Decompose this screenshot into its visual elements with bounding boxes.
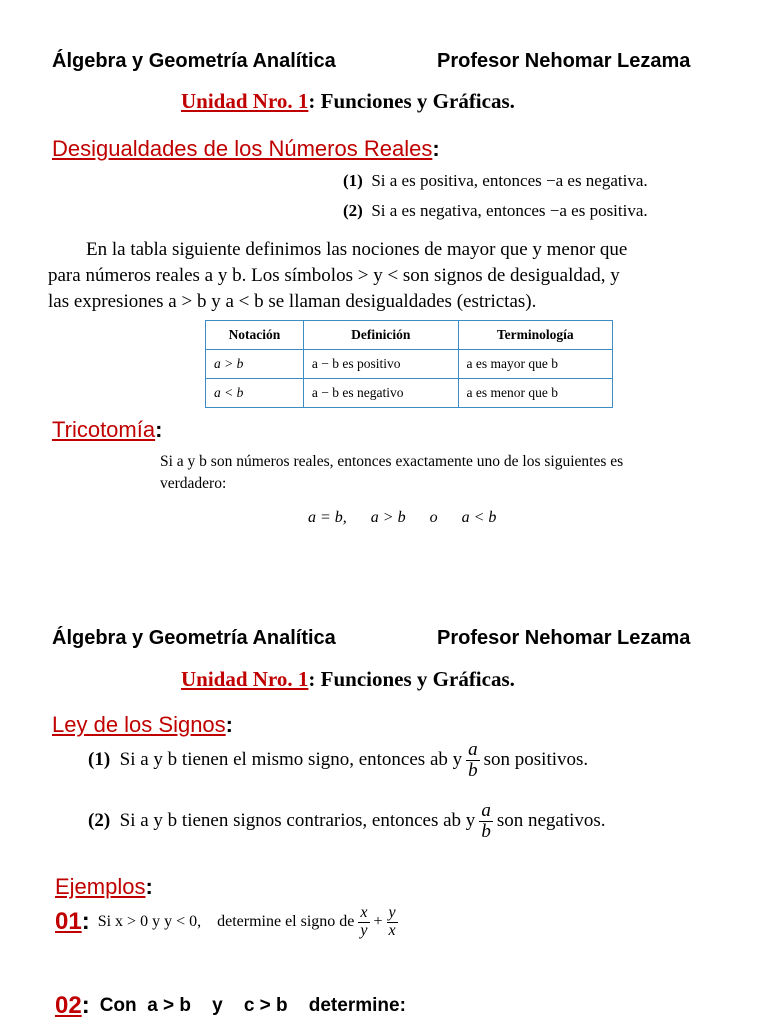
- paragraph-line-3: las expresiones a > b y a < b se llaman desigualdades (estrictas).: [48, 291, 537, 312]
- example-01: [55, 905, 402, 940]
- table-cell: a < b: [206, 379, 304, 408]
- unit-title: : Funciones y Gráficas.: [308, 89, 515, 113]
- section-title-colon: :: [432, 136, 440, 161]
- section-title-text: Desigualdades de los Números Reales: [52, 136, 433, 161]
- ejemplos-title-text: Ejemplos: [55, 874, 146, 899]
- unit-heading: [181, 89, 515, 114]
- table-header-cell: Notación: [206, 321, 304, 350]
- law-2-conclusion: son negativos.: [496, 810, 606, 832]
- fraction-denominator: y: [360, 921, 368, 939]
- unit-label: Unidad Nro. 1: [181, 89, 309, 113]
- fraction-numerator: x: [360, 904, 368, 921]
- unit-title-2: : Funciones y Gráficas.: [308, 667, 515, 691]
- fraction-denominator: x: [388, 921, 396, 939]
- section-title-ley-signos: [52, 712, 233, 738]
- law-2: [88, 801, 606, 842]
- header-professor: Profesor Nehomar Lezama: [437, 50, 691, 72]
- ley-signos-colon: :: [225, 712, 233, 737]
- example-01-number: 01: [55, 908, 82, 936]
- plus-sign: +: [373, 913, 383, 931]
- header-professor-2: Profesor Nehomar Lezama: [437, 627, 691, 649]
- tricotomia-colon: :: [155, 417, 163, 442]
- table-cell: a es mayor que b: [458, 350, 612, 379]
- example-01-colon: :: [81, 908, 90, 936]
- fraction-y-over-x: [387, 905, 398, 940]
- table-cell: a − b es positivo: [303, 350, 458, 379]
- section-title-ejemplos: [55, 874, 153, 900]
- table-row: [206, 350, 613, 379]
- fraction-denominator: b: [468, 759, 478, 781]
- fraction-numerator: a: [468, 739, 478, 760]
- law-1: [88, 740, 588, 781]
- rule-1: [343, 171, 648, 191]
- table-cell: a > b: [206, 350, 304, 379]
- ejemplos-colon: :: [145, 874, 153, 899]
- rule-1-number: (1): [343, 171, 363, 190]
- fraction-a-over-b: [466, 740, 480, 781]
- definitions-table: [205, 320, 613, 408]
- example-02: [55, 992, 406, 1020]
- example-02-colon: :: [81, 992, 90, 1019]
- tricotomia-line-1: Si a y b son números reales, entonces exactamente uno de los siguientes es: [160, 453, 624, 470]
- table-header-row: [206, 321, 613, 350]
- fraction-numerator: y: [388, 904, 396, 921]
- rule-1-text: Si a es positiva, entonces −a es negativa.: [371, 171, 648, 190]
- tricotomia-line-2: verdadero:: [160, 475, 227, 492]
- fraction-denominator: b: [481, 820, 491, 842]
- unit-label-2: Unidad Nro. 1: [181, 667, 309, 691]
- table-header-cell: Definición: [303, 321, 458, 350]
- law-1-number: (1): [88, 749, 111, 771]
- example-02-text: Con a > b y c > b determine:: [99, 995, 406, 1016]
- tricotomia-cases: a = b, a > b o a < b: [308, 509, 497, 526]
- rule-2-text: Si a es negativa, entonces −a es positiva.: [371, 201, 648, 220]
- section-title-desigualdades: [52, 136, 440, 162]
- law-1-conclusion: son positivos.: [483, 749, 589, 771]
- paragraph-line-2: para números reales a y b. Los símbolos > y < son signos de desigualdad, y: [48, 265, 620, 286]
- header-course-title: Álgebra y Geometría Analítica: [52, 50, 336, 72]
- fraction-x-over-y: [358, 905, 369, 940]
- header-course-title-2: Álgebra y Geometría Analítica: [52, 627, 336, 649]
- rule-2-number: (2): [343, 201, 363, 220]
- rule-2: [343, 201, 648, 221]
- table-cell: a − b es negativo: [303, 379, 458, 408]
- unit-heading-2: [181, 667, 515, 692]
- example-01-text: Si x > 0 y y < 0, determine el signo de: [97, 913, 355, 931]
- table-header-cell: Terminología: [458, 321, 612, 350]
- paragraph-line-1: En la tabla siguiente definimos las nociones de mayor que y menor que: [86, 239, 628, 260]
- law-2-number: (2): [88, 810, 111, 832]
- law-2-text: Si a y b tienen signos contrarios, entonces ab y: [119, 810, 476, 832]
- example-02-number: 02: [55, 992, 82, 1019]
- section-title-tricotomia: [52, 417, 162, 443]
- table-row: [206, 379, 613, 408]
- law-1-text: Si a y b tienen el mismo signo, entonces ab y: [119, 749, 463, 771]
- fraction-numerator: a: [481, 800, 491, 821]
- ley-signos-title-text: Ley de los Signos: [52, 712, 226, 737]
- tricotomia-title-text: Tricotomía: [52, 417, 156, 442]
- table-cell: a es menor que b: [458, 379, 612, 408]
- fraction-a-over-b: [479, 801, 493, 842]
